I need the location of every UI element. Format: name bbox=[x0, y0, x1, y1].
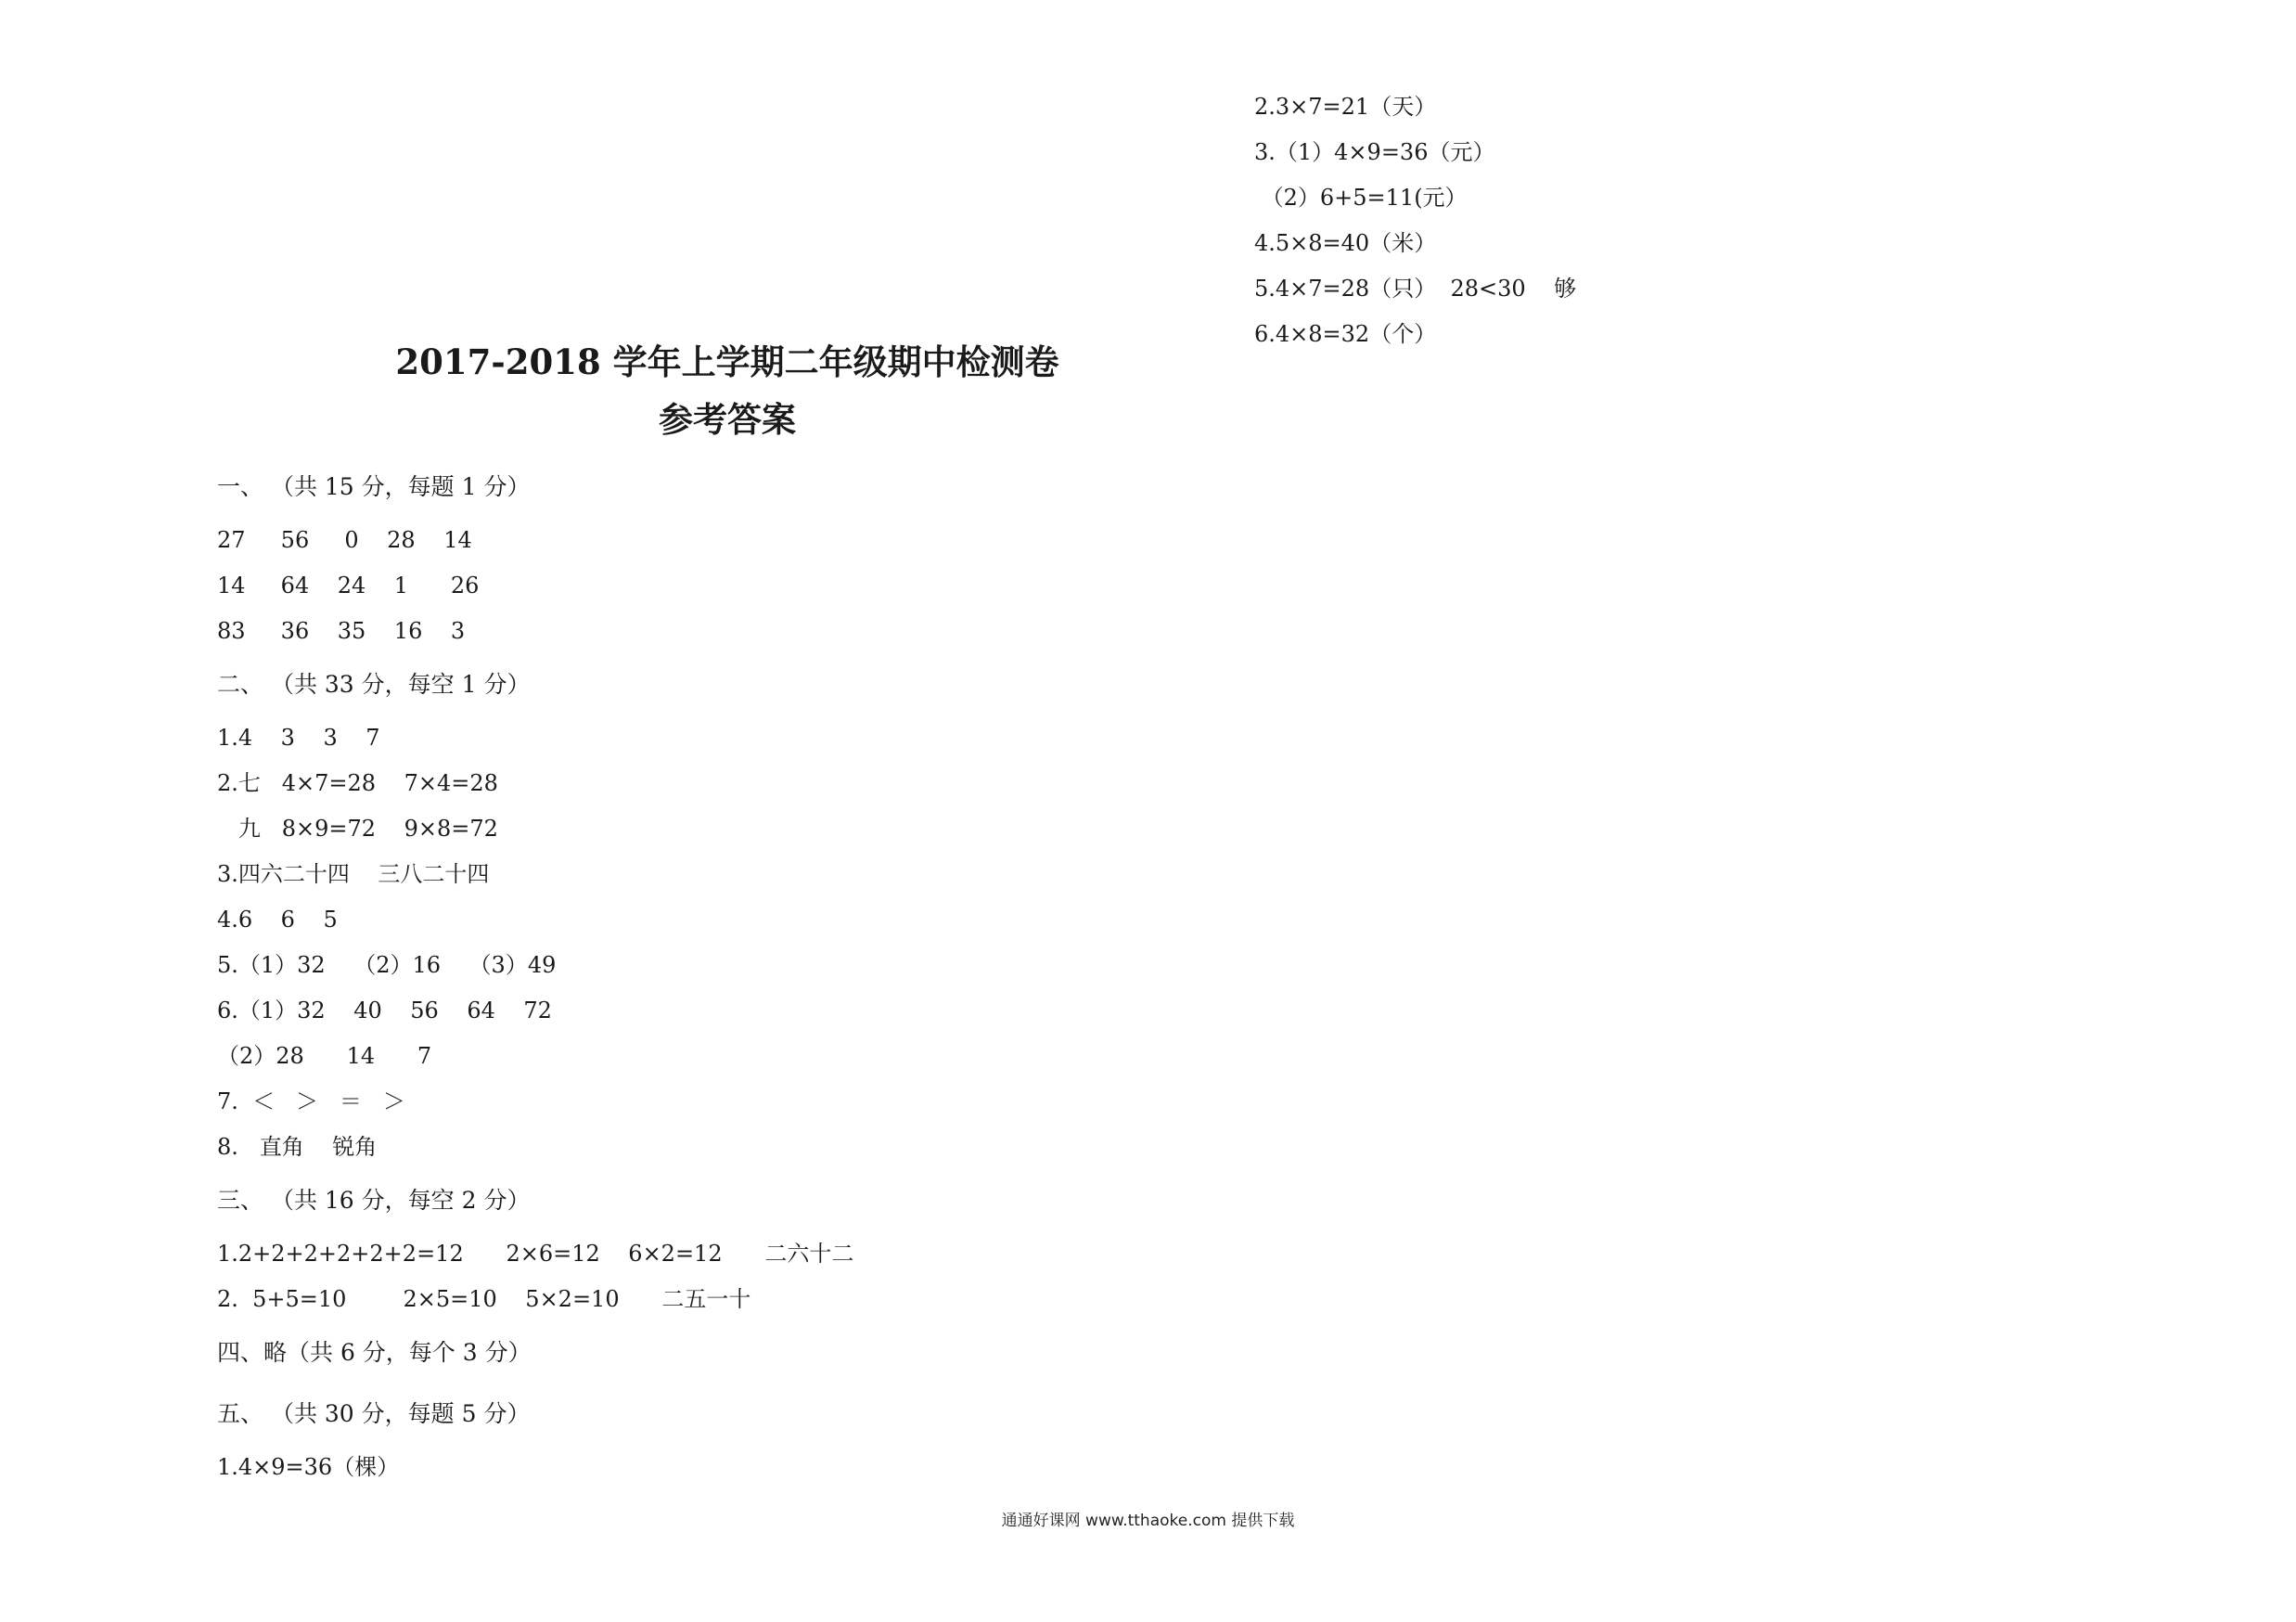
answer-line: 1.4×9=36（棵） bbox=[217, 1454, 400, 1480]
answer-line: 2.3×7=21（天） bbox=[1254, 94, 1437, 120]
section-heading: 四、略（共 6 分，每个 3 分） bbox=[217, 1339, 532, 1366]
answer-line: 4.6 6 5 bbox=[217, 907, 338, 933]
page-title: 2017-2018 学年上学期二年级期中检测卷 bbox=[395, 341, 1059, 382]
answer-line: 5.（1）32 （2）16 （3）49 bbox=[217, 952, 557, 978]
answer-line: 8. 直角 锐角 bbox=[217, 1134, 378, 1160]
section-heading: 一、 （共 15 分，每题 1 分） bbox=[217, 473, 531, 500]
answer-line: 27 56 0 28 14 bbox=[217, 527, 472, 553]
answer-line: 6.（1）32 40 56 64 72 bbox=[217, 998, 552, 1023]
answer-line: （2）6+5=11(元） bbox=[1254, 185, 1468, 211]
answer-line: 1.2+2+2+2+2+2=12 2×6=12 6×2=12 二六十二 bbox=[217, 1241, 854, 1267]
answer-line: 6.4×8=32（个） bbox=[1254, 321, 1437, 347]
answer-line: 4.5×8=40（米） bbox=[1254, 230, 1437, 256]
answer-line: 2. 5+5=10 2×5=10 5×2=10 二五一十 bbox=[217, 1286, 751, 1312]
answer-line: 14 64 24 1 26 bbox=[217, 573, 480, 599]
section-heading: 二、 （共 33 分，每空 1 分） bbox=[217, 671, 531, 698]
answer-line: 1.4 3 3 7 bbox=[217, 725, 380, 751]
page-subtitle: 参考答案 bbox=[659, 399, 796, 440]
answer-line: 2.七 4×7=28 7×4=28 bbox=[217, 770, 498, 796]
answer-line: （2）28 14 7 bbox=[217, 1043, 432, 1069]
answer-line: 3.（1）4×9=36（元） bbox=[1254, 139, 1495, 165]
answer-line: 3.四六二十四 三八二十四 bbox=[217, 861, 490, 887]
answer-line: 5.4×7=28（只） 28<30 够 bbox=[1254, 276, 1577, 302]
answer-line: 7. ＜ ＞ ＝ ＞ bbox=[217, 1088, 405, 1114]
answer-line: 九 8×9=72 9×8=72 bbox=[217, 816, 498, 842]
section-heading: 五、 （共 30 分，每题 5 分） bbox=[217, 1400, 531, 1427]
answer-line: 83 36 35 16 3 bbox=[217, 618, 466, 644]
section-heading: 三、 （共 16 分，每空 2 分） bbox=[217, 1187, 531, 1214]
footer-source: 通通好课网 www.tthaoke.com 提供下载 bbox=[1001, 1512, 1295, 1530]
